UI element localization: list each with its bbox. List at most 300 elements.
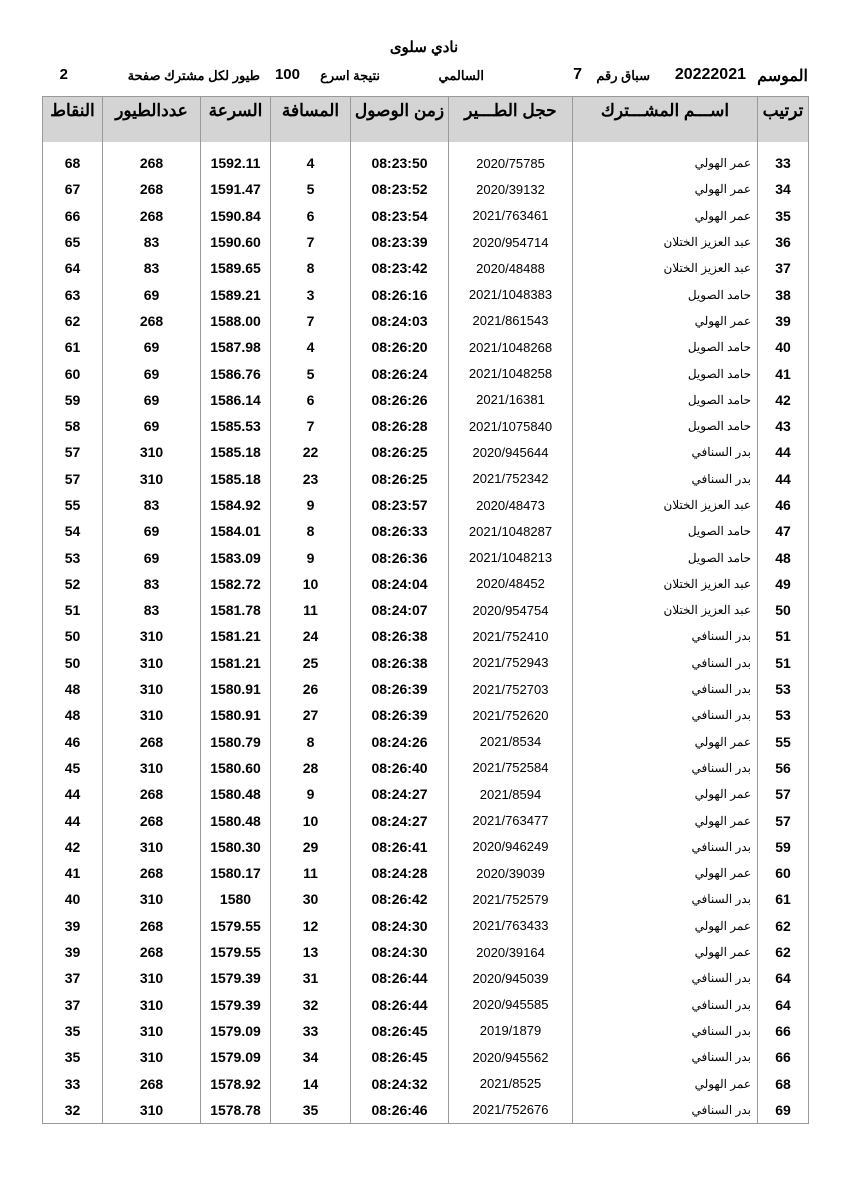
cell-bird-count: 268 [103, 807, 201, 833]
race-number: 7 [573, 66, 582, 83]
cell-bird-count: 268 [103, 913, 201, 939]
cell-ring: 2021/752410 [449, 623, 573, 649]
cell-points: 39 [43, 913, 103, 939]
race-name: السالمي [438, 68, 484, 83]
cell-bird-count: 310 [103, 466, 201, 492]
cell-participant: عمر الهولي [573, 203, 758, 229]
cell-participant: بدر السنافي [573, 965, 758, 991]
table-row [43, 1018, 809, 1044]
cell-points: 48 [43, 702, 103, 728]
cell-speed: 1579.39 [201, 992, 271, 1018]
cell-points: 60 [43, 360, 103, 386]
cell-points: 55 [43, 492, 103, 518]
cell-arrival-time: 08:24:27 [351, 807, 449, 833]
cell-rank: 36 [758, 229, 809, 255]
cell-bird-count: 310 [103, 834, 201, 860]
cell-bird-count: 310 [103, 676, 201, 702]
cell-participant: عمر الهولي [573, 781, 758, 807]
header-arrival-time: زمن الوصول [351, 97, 449, 143]
cell-speed: 1585.53 [201, 413, 271, 439]
cell-participant: حامد الصويل [573, 334, 758, 360]
table-row [43, 676, 809, 702]
cell-bird-count: 69 [103, 334, 201, 360]
cell-participant: حامد الصويل [573, 544, 758, 570]
cell-arrival-time: 08:24:03 [351, 308, 449, 334]
cell-speed: 1591.47 [201, 176, 271, 202]
table-header [43, 97, 809, 143]
cell-points: 57 [43, 466, 103, 492]
cell-arrival-time: 08:26:45 [351, 1018, 449, 1044]
cell-rank: 57 [758, 781, 809, 807]
table-row [43, 965, 809, 991]
cell-speed: 1583.09 [201, 544, 271, 570]
table-row [43, 992, 809, 1018]
cell-distance: 8 [271, 518, 351, 544]
cell-ring: 2020/39132 [449, 176, 573, 202]
cell-bird-count: 268 [103, 176, 201, 202]
cell-arrival-time: 08:26:25 [351, 466, 449, 492]
cell-bird-count: 83 [103, 571, 201, 597]
table-row [43, 176, 809, 202]
cell-arrival-time: 08:26:40 [351, 755, 449, 781]
cell-participant: عمر الهولي [573, 807, 758, 833]
cell-arrival-time: 08:24:30 [351, 939, 449, 965]
table-row [43, 886, 809, 912]
cell-rank: 62 [758, 913, 809, 939]
cell-ring: 2021/752943 [449, 650, 573, 676]
cell-speed: 1588.00 [201, 308, 271, 334]
cell-speed: 1582.72 [201, 571, 271, 597]
cell-rank: 61 [758, 886, 809, 912]
cell-participant: بدر السنافي [573, 466, 758, 492]
cell-ring: 2020/945644 [449, 439, 573, 465]
cell-arrival-time: 08:26:36 [351, 544, 449, 570]
cell-speed: 1581.21 [201, 650, 271, 676]
cell-ring: 2020/39039 [449, 860, 573, 886]
cell-points: 52 [43, 571, 103, 597]
cell-arrival-time: 08:24:04 [351, 571, 449, 597]
cell-rank: 69 [758, 1097, 809, 1124]
table-row [43, 807, 809, 833]
cell-bird-count: 310 [103, 965, 201, 991]
cell-distance: 32 [271, 992, 351, 1018]
cell-ring: 2021/1048268 [449, 334, 573, 360]
cell-points: 68 [43, 150, 103, 176]
table-row [43, 913, 809, 939]
cell-ring: 2021/752579 [449, 886, 573, 912]
cell-distance: 13 [271, 939, 351, 965]
cell-ring: 2021/752342 [449, 466, 573, 492]
cell-speed: 1586.14 [201, 387, 271, 413]
cell-participant: عبد العزيز الختلان [573, 571, 758, 597]
cell-arrival-time: 08:23:39 [351, 229, 449, 255]
cell-participant: عبد العزيز الختلان [573, 492, 758, 518]
cell-distance: 11 [271, 860, 351, 886]
cell-rank: 68 [758, 1070, 809, 1096]
table-row [43, 781, 809, 807]
cell-rank: 62 [758, 939, 809, 965]
cell-ring: 2021/752703 [449, 676, 573, 702]
cell-distance: 23 [271, 466, 351, 492]
cell-bird-count: 310 [103, 755, 201, 781]
cell-distance: 9 [271, 781, 351, 807]
cell-points: 32 [43, 1097, 103, 1124]
cell-arrival-time: 08:26:25 [351, 439, 449, 465]
cell-ring: 2021/752676 [449, 1097, 573, 1124]
cell-arrival-time: 08:26:45 [351, 1044, 449, 1070]
cell-ring: 2020/945039 [449, 965, 573, 991]
cell-participant: عمر الهولي [573, 729, 758, 755]
cell-arrival-time: 08:26:28 [351, 413, 449, 439]
cell-rank: 34 [758, 176, 809, 202]
cell-speed: 1578.78 [201, 1097, 271, 1124]
table-row [43, 939, 809, 965]
cell-distance: 35 [271, 1097, 351, 1124]
table-row [43, 255, 809, 281]
cell-speed: 1589.21 [201, 281, 271, 307]
cell-distance: 24 [271, 623, 351, 649]
cell-ring: 2020/48473 [449, 492, 573, 518]
cell-ring: 2021/8534 [449, 729, 573, 755]
cell-bird-count: 310 [103, 702, 201, 728]
cell-points: 37 [43, 992, 103, 1018]
table-row [43, 834, 809, 860]
page-number: 2 [59, 66, 68, 83]
cell-speed: 1580.91 [201, 702, 271, 728]
cell-participant: حامد الصويل [573, 281, 758, 307]
cell-ring: 2021/1048383 [449, 281, 573, 307]
cell-distance: 27 [271, 702, 351, 728]
cell-participant: بدر السنافي [573, 1044, 758, 1070]
cell-distance: 8 [271, 729, 351, 755]
cell-rank: 47 [758, 518, 809, 544]
per-label: طيور لكل مشترك صفحة [127, 68, 260, 83]
cell-bird-count: 268 [103, 939, 201, 965]
cell-rank: 64 [758, 965, 809, 991]
cell-arrival-time: 08:26:26 [351, 387, 449, 413]
cell-ring: 2021/1048287 [449, 518, 573, 544]
cell-speed: 1587.98 [201, 334, 271, 360]
cell-distance: 7 [271, 229, 351, 255]
table-row [43, 544, 809, 570]
cell-distance: 34 [271, 1044, 351, 1070]
cell-points: 39 [43, 939, 103, 965]
cell-rank: 39 [758, 308, 809, 334]
table-row [43, 729, 809, 755]
cell-participant: حامد الصويل [573, 413, 758, 439]
cell-participant: بدر السنافي [573, 755, 758, 781]
cell-arrival-time: 08:26:42 [351, 886, 449, 912]
table-row [43, 860, 809, 886]
cell-points: 64 [43, 255, 103, 281]
cell-distance: 3 [271, 281, 351, 307]
cell-speed: 1590.60 [201, 229, 271, 255]
cell-arrival-time: 08:26:44 [351, 965, 449, 991]
cell-speed: 1581.78 [201, 597, 271, 623]
table-row [43, 281, 809, 307]
cell-bird-count: 310 [103, 623, 201, 649]
cell-speed: 1580.91 [201, 676, 271, 702]
cell-distance: 9 [271, 544, 351, 570]
cell-points: 35 [43, 1044, 103, 1070]
table-row [43, 755, 809, 781]
cell-speed: 1581.21 [201, 623, 271, 649]
cell-distance: 30 [271, 886, 351, 912]
cell-arrival-time: 08:23:42 [351, 255, 449, 281]
table-row [43, 571, 809, 597]
season-value: 20222021 [674, 66, 746, 83]
cell-speed: 1580.17 [201, 860, 271, 886]
cell-rank: 53 [758, 702, 809, 728]
cell-rank: 53 [758, 676, 809, 702]
cell-points: 48 [43, 676, 103, 702]
cell-participant: بدر السنافي [573, 1018, 758, 1044]
cell-points: 59 [43, 387, 103, 413]
cell-participant: عمر الهولي [573, 1070, 758, 1096]
cell-participant: حامد الصويل [573, 518, 758, 544]
cell-arrival-time: 08:26:33 [351, 518, 449, 544]
cell-ring: 2021/8594 [449, 781, 573, 807]
cell-bird-count: 268 [103, 203, 201, 229]
cell-bird-count: 69 [103, 360, 201, 386]
cell-points: 41 [43, 860, 103, 886]
cell-rank: 55 [758, 729, 809, 755]
cell-distance: 7 [271, 308, 351, 334]
results-table [42, 96, 809, 1124]
cell-rank: 44 [758, 466, 809, 492]
season-label: الموسم [757, 68, 808, 85]
cell-points: 50 [43, 650, 103, 676]
cell-arrival-time: 08:24:27 [351, 781, 449, 807]
cell-arrival-time: 08:23:54 [351, 203, 449, 229]
cell-rank: 41 [758, 360, 809, 386]
result-count: 100 [274, 66, 300, 83]
cell-ring: 2020/48452 [449, 571, 573, 597]
cell-ring: 2021/1048213 [449, 544, 573, 570]
cell-distance: 4 [271, 150, 351, 176]
cell-bird-count: 268 [103, 860, 201, 886]
cell-participant: حامد الصويل [573, 387, 758, 413]
cell-rank: 51 [758, 650, 809, 676]
cell-points: 45 [43, 755, 103, 781]
cell-rank: 46 [758, 492, 809, 518]
cell-arrival-time: 08:26:24 [351, 360, 449, 386]
cell-ring: 2021/752584 [449, 755, 573, 781]
cell-points: 65 [43, 229, 103, 255]
cell-participant: بدر السنافي [573, 623, 758, 649]
table-row [43, 150, 809, 176]
cell-points: 40 [43, 886, 103, 912]
result-label: نتيجة اسرع [320, 68, 380, 83]
cell-rank: 66 [758, 1018, 809, 1044]
cell-bird-count: 69 [103, 387, 201, 413]
cell-ring: 2021/763461 [449, 203, 573, 229]
cell-points: 57 [43, 439, 103, 465]
cell-rank: 59 [758, 834, 809, 860]
cell-bird-count: 69 [103, 413, 201, 439]
cell-points: 54 [43, 518, 103, 544]
cell-distance: 6 [271, 387, 351, 413]
cell-distance: 7 [271, 413, 351, 439]
cell-participant: عمر الهولي [573, 176, 758, 202]
cell-distance: 22 [271, 439, 351, 465]
cell-rank: 37 [758, 255, 809, 281]
cell-speed: 1585.18 [201, 439, 271, 465]
cell-speed: 1579.09 [201, 1018, 271, 1044]
cell-speed: 1579.09 [201, 1044, 271, 1070]
cell-arrival-time: 08:24:26 [351, 729, 449, 755]
cell-ring: 2021/763433 [449, 913, 573, 939]
table-row [43, 1044, 809, 1070]
cell-arrival-time: 08:24:07 [351, 597, 449, 623]
cell-distance: 4 [271, 334, 351, 360]
cell-participant: بدر السنافي [573, 886, 758, 912]
cell-points: 35 [43, 1018, 103, 1044]
cell-participant: بدر السنافي [573, 676, 758, 702]
cell-rank: 43 [758, 413, 809, 439]
table-row [43, 229, 809, 255]
cell-distance: 10 [271, 807, 351, 833]
cell-bird-count: 83 [103, 255, 201, 281]
table-row [43, 702, 809, 728]
cell-rank: 51 [758, 623, 809, 649]
cell-rank: 57 [758, 807, 809, 833]
header-distance: المسافة [271, 97, 351, 143]
cell-arrival-time: 08:26:41 [351, 834, 449, 860]
cell-ring: 2020/75785 [449, 150, 573, 176]
cell-distance: 5 [271, 176, 351, 202]
header-speed: السرعة [201, 97, 271, 143]
cell-points: 63 [43, 281, 103, 307]
cell-arrival-time: 08:26:39 [351, 676, 449, 702]
cell-ring: 2021/763477 [449, 807, 573, 833]
cell-speed: 1580.60 [201, 755, 271, 781]
cell-bird-count: 268 [103, 1070, 201, 1096]
cell-arrival-time: 08:26:38 [351, 623, 449, 649]
cell-rank: 56 [758, 755, 809, 781]
cell-speed: 1580.30 [201, 834, 271, 860]
cell-arrival-time: 08:24:30 [351, 913, 449, 939]
cell-rank: 48 [758, 544, 809, 570]
cell-points: 42 [43, 834, 103, 860]
cell-speed: 1589.65 [201, 255, 271, 281]
cell-bird-count: 83 [103, 597, 201, 623]
header-points: النقاط [43, 97, 103, 143]
cell-bird-count: 310 [103, 1018, 201, 1044]
table-row [43, 492, 809, 518]
cell-bird-count: 310 [103, 650, 201, 676]
cell-ring: 2021/8525 [449, 1070, 573, 1096]
race-label: سباق رقم [596, 68, 650, 83]
cell-points: 67 [43, 176, 103, 202]
cell-distance: 29 [271, 834, 351, 860]
cell-ring: 2019/1879 [449, 1018, 573, 1044]
cell-ring: 2021/16381 [449, 387, 573, 413]
cell-participant: عبد العزيز الختلان [573, 597, 758, 623]
cell-rank: 60 [758, 860, 809, 886]
cell-speed: 1585.18 [201, 466, 271, 492]
cell-distance: 5 [271, 360, 351, 386]
cell-points: 66 [43, 203, 103, 229]
cell-points: 44 [43, 781, 103, 807]
table-row [43, 597, 809, 623]
cell-participant: بدر السنافي [573, 1097, 758, 1124]
cell-arrival-time: 08:26:39 [351, 702, 449, 728]
cell-ring: 2021/752620 [449, 702, 573, 728]
cell-ring: 2021/1048258 [449, 360, 573, 386]
cell-distance: 9 [271, 492, 351, 518]
cell-ring: 2021/1075840 [449, 413, 573, 439]
cell-distance: 11 [271, 597, 351, 623]
cell-arrival-time: 08:23:57 [351, 492, 449, 518]
cell-arrival-time: 08:26:46 [351, 1097, 449, 1124]
cell-ring: 2021/861543 [449, 308, 573, 334]
table-row [43, 650, 809, 676]
cell-speed: 1590.84 [201, 203, 271, 229]
cell-speed: 1580.48 [201, 781, 271, 807]
cell-points: 61 [43, 334, 103, 360]
cell-bird-count: 310 [103, 1044, 201, 1070]
cell-distance: 33 [271, 1018, 351, 1044]
cell-points: 50 [43, 623, 103, 649]
cell-participant: بدر السنافي [573, 992, 758, 1018]
cell-participant: عبد العزيز الختلان [573, 255, 758, 281]
cell-arrival-time: 08:26:44 [351, 992, 449, 1018]
cell-bird-count: 268 [103, 150, 201, 176]
table-row [43, 413, 809, 439]
cell-distance: 10 [271, 571, 351, 597]
cell-participant: عمر الهولي [573, 308, 758, 334]
cell-arrival-time: 08:24:28 [351, 860, 449, 886]
cell-speed: 1586.76 [201, 360, 271, 386]
cell-speed: 1584.92 [201, 492, 271, 518]
cell-distance: 31 [271, 965, 351, 991]
cell-bird-count: 69 [103, 518, 201, 544]
table-row [43, 360, 809, 386]
cell-distance: 12 [271, 913, 351, 939]
cell-points: 44 [43, 807, 103, 833]
table-row [43, 203, 809, 229]
cell-speed: 1579.55 [201, 913, 271, 939]
cell-speed: 1578.92 [201, 1070, 271, 1096]
cell-participant: عمر الهولي [573, 150, 758, 176]
table-row [43, 466, 809, 492]
cell-distance: 14 [271, 1070, 351, 1096]
cell-bird-count: 310 [103, 439, 201, 465]
cell-speed: 1580.79 [201, 729, 271, 755]
cell-participant: حامد الصويل [573, 360, 758, 386]
cell-rank: 49 [758, 571, 809, 597]
table-row [43, 518, 809, 544]
cell-bird-count: 310 [103, 886, 201, 912]
cell-distance: 25 [271, 650, 351, 676]
cell-distance: 28 [271, 755, 351, 781]
cell-rank: 50 [758, 597, 809, 623]
cell-ring: 2020/945562 [449, 1044, 573, 1070]
cell-speed: 1580 [201, 886, 271, 912]
cell-points: 33 [43, 1070, 103, 1096]
header-bird-count: عددالطيور [103, 97, 201, 143]
cell-arrival-time: 08:23:52 [351, 176, 449, 202]
cell-rank: 38 [758, 281, 809, 307]
cell-bird-count: 310 [103, 1097, 201, 1124]
cell-rank: 40 [758, 334, 809, 360]
cell-rank: 66 [758, 1044, 809, 1070]
cell-speed: 1592.11 [201, 150, 271, 176]
cell-distance: 26 [271, 676, 351, 702]
cell-participant: بدر السنافي [573, 439, 758, 465]
cell-bird-count: 310 [103, 992, 201, 1018]
